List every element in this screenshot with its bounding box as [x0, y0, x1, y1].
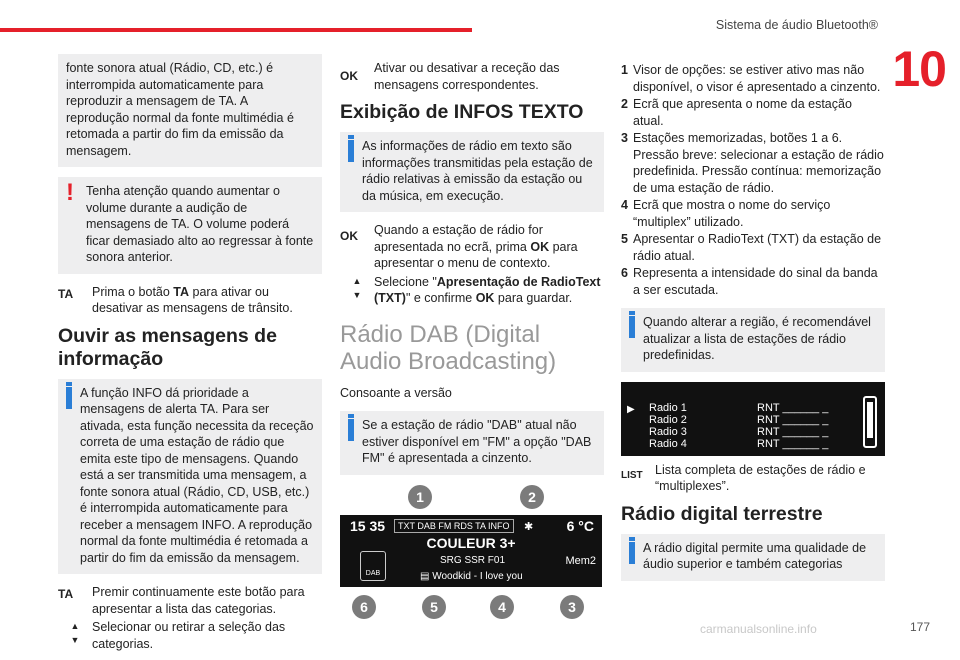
column-2	[340, 54, 604, 619]
screen-text	[420, 569, 523, 586]
station-list-screen	[621, 382, 885, 456]
list-row: Radio 1 RNT ______ _	[649, 401, 829, 414]
warning-icon: !	[66, 179, 74, 206]
ta-instruction-1	[58, 284, 322, 317]
section-heading-info: Ouvir as mensagens de informação	[58, 324, 277, 370]
ok-instruction-2	[340, 222, 604, 272]
info-icon	[629, 316, 635, 338]
callout-6: 6	[352, 595, 376, 619]
list-scrollbar	[863, 396, 877, 448]
chapter-number: 10	[892, 41, 946, 97]
version-note: Consoante a versão	[340, 385, 452, 400]
ok2-pre: Quando a estação de rádio for apresentada no ecrã, prima	[374, 223, 543, 254]
info-box-radiotext	[340, 132, 604, 212]
legend-item: 4 Ecrã que mostra o nome do serviço “multiplex” utilizado.	[621, 198, 831, 229]
select-instruction	[340, 274, 604, 307]
screen-time: 15 35	[350, 517, 386, 534]
info-box-terrestre	[621, 534, 885, 581]
column-1	[58, 54, 322, 660]
section-heading-terrestre: Rádio digital terrestre	[621, 502, 823, 525]
list-text: Lista completa de estações de rádio e “multiplexes”.	[655, 462, 866, 493]
callout-2: 2	[520, 485, 544, 509]
info-text-terrestre: A rádio digital permite uma qualidade de áudio superior e também categorias	[643, 540, 867, 571]
section-heading-infos-texto: Exibição de INFOS TEXTO	[340, 101, 584, 123]
warning-box	[58, 177, 322, 274]
callout-1: 1	[408, 485, 432, 509]
screen-temp: 6 °C	[566, 517, 594, 534]
dab-screen-figure	[340, 485, 604, 619]
ta-instruction-2	[58, 584, 322, 617]
list-row: Radio 3 RNT ______ _	[649, 425, 829, 438]
sel-bold2: OK	[475, 291, 495, 305]
ta1-bold: TA	[173, 284, 190, 299]
list-row: Radio 2 RNT ______ _	[649, 413, 829, 426]
legend-item: 6 Representa a intensidade do sinal da banda a ser escutada.	[621, 266, 878, 297]
screen-mem: Mem2	[565, 554, 596, 567]
callout-3: 3	[560, 595, 584, 619]
info-icon	[348, 140, 354, 162]
dab-signal-icon	[360, 551, 386, 581]
sel-bold: Apresentação de RadioText (TXT)	[374, 274, 601, 305]
ta2-text: Premir continuamente este botão para apresentar a lista das categorias.	[92, 585, 305, 616]
continued-text: fonte sonora atual (Rádio, CD, etc.) é interrompida automaticamente para reproduzir a mensagem de TA. A reprodução normal da fonte multimédia é retomada a partir do fim da emissão da mensagem.	[66, 61, 294, 158]
ok2-bold: OK	[530, 239, 550, 254]
ta-button-label-2: TA	[58, 587, 74, 601]
header-accent-bar	[0, 28, 472, 32]
screen-service: SRG SSR F01	[440, 554, 506, 566]
callout-legend	[621, 62, 885, 298]
info-icon	[629, 542, 635, 564]
info-text-dab: Se a estação de rádio "DAB" atual não estiver disponível em "FM" a opção "DAB FM" é apresentada a cinzento.	[362, 418, 592, 465]
sel-pre: Selecione "	[374, 274, 437, 289]
ok-button-label: OK	[340, 69, 358, 83]
ok2-post: para apresentar o menu de contexto.	[374, 239, 578, 270]
list-scrollbar-thumb	[867, 402, 873, 438]
header-title: Sistema de áudio Bluetooth®	[715, 18, 878, 32]
ta1-pre: Prima o botão	[92, 284, 174, 299]
legend-item: 5 Apresentar o RadioText (TXT) da estação de rádio atual.	[621, 232, 882, 263]
info-text-region: Quando alterar a região, é recomendável atualizar a lista de estações de rádio predefinidas.	[643, 315, 871, 362]
list-instruction	[621, 462, 885, 495]
arrows-instruction	[58, 619, 322, 652]
ok-button-label-2: OK	[340, 229, 358, 243]
section-heading-dab: Rádio DAB (Digital Audio Broadcasting)	[340, 320, 557, 375]
callout-5: 5	[422, 595, 446, 619]
info-text-radiotext: As informações de rádio em texto são informações transmitidas pela estação de rádio relativas à emissão da estação ou da música, em execução.	[362, 139, 593, 203]
page-number: 177	[909, 620, 930, 634]
info-icon	[66, 387, 72, 409]
list-button-label: LIST	[621, 469, 643, 481]
ta-button-label: TA	[58, 286, 74, 301]
screen-station: COULEUR 3+	[426, 534, 516, 551]
callout-4: 4	[490, 595, 514, 619]
list-rows	[649, 402, 849, 450]
sel-post: para guardar.	[494, 291, 573, 305]
arrows-text: Selecionar ou retirar a seleção das categorias.	[92, 620, 286, 651]
radiotext-icon: ▤	[420, 570, 433, 582]
info-icon	[348, 419, 354, 441]
ok-instruction-1	[340, 60, 604, 93]
dab-screen	[340, 515, 602, 587]
up-down-arrows-icon: ▲ ▼	[70, 621, 80, 645]
info-box-info	[58, 379, 322, 575]
up-down-arrows-icon: ▲ ▼	[352, 275, 362, 300]
info-text: A função INFO dá prioridade a mensagens de alerta TA. Para ser ativada, esta função necessita da receção correta de uma estação de rádio que emita este tipo de mensagens. Quando está a ser transmitida uma mensagem, a fonte sonora atual (Rádio, CD, USB, etc.) é interrompida automaticamente para receber a mensagem INFO. A reprodução normal da fonte multimédia é retomada a partir do fim da emissão da mensagem.	[80, 385, 314, 565]
watermark: carmanualsonline.info	[700, 622, 817, 636]
ok1-text: Ativar ou desativar a receção das mensagens correspondentes.	[374, 61, 560, 92]
list-pointer-icon: ▶	[627, 403, 635, 415]
screen-tags: TXT DAB FM RDS TA INFO	[394, 519, 514, 533]
info-box-region	[621, 308, 885, 372]
screen-dab: DAB	[365, 569, 381, 577]
screen-text-value: Woodkid - I love you	[432, 570, 523, 582]
continued-info-box	[58, 54, 322, 167]
legend-item: 2 Ecrã que apresenta o nome da estação atual.	[621, 97, 852, 128]
warning-text: Tenha atenção quando aumentar o volume durante a audição de mensagens de TA. O volume poderá ficar demasiado alto ao regressar à fonte sonora anterior.	[86, 184, 314, 264]
list-row: Radio 4 RNT ______ _	[649, 437, 829, 450]
legend-item: 1 Visor de opções: se estiver ativo mas não disponível, o visor é apresentado a cinzento.	[621, 63, 881, 94]
info-box-dab	[340, 411, 604, 475]
bluetooth-mute-icon: ✱	[524, 520, 534, 533]
ta1-post: para ativar ou desativar as mensagens de trânsito.	[92, 284, 293, 315]
legend-item: 3 Estações memorizadas, botões 1 a 6. Pressão breve: selecionar a estação de rádio predefinida. Pressão contínua: memorização de uma estação de rádio.	[621, 131, 884, 195]
column-3	[621, 62, 885, 591]
sel-mid: " e confirme	[405, 291, 476, 305]
